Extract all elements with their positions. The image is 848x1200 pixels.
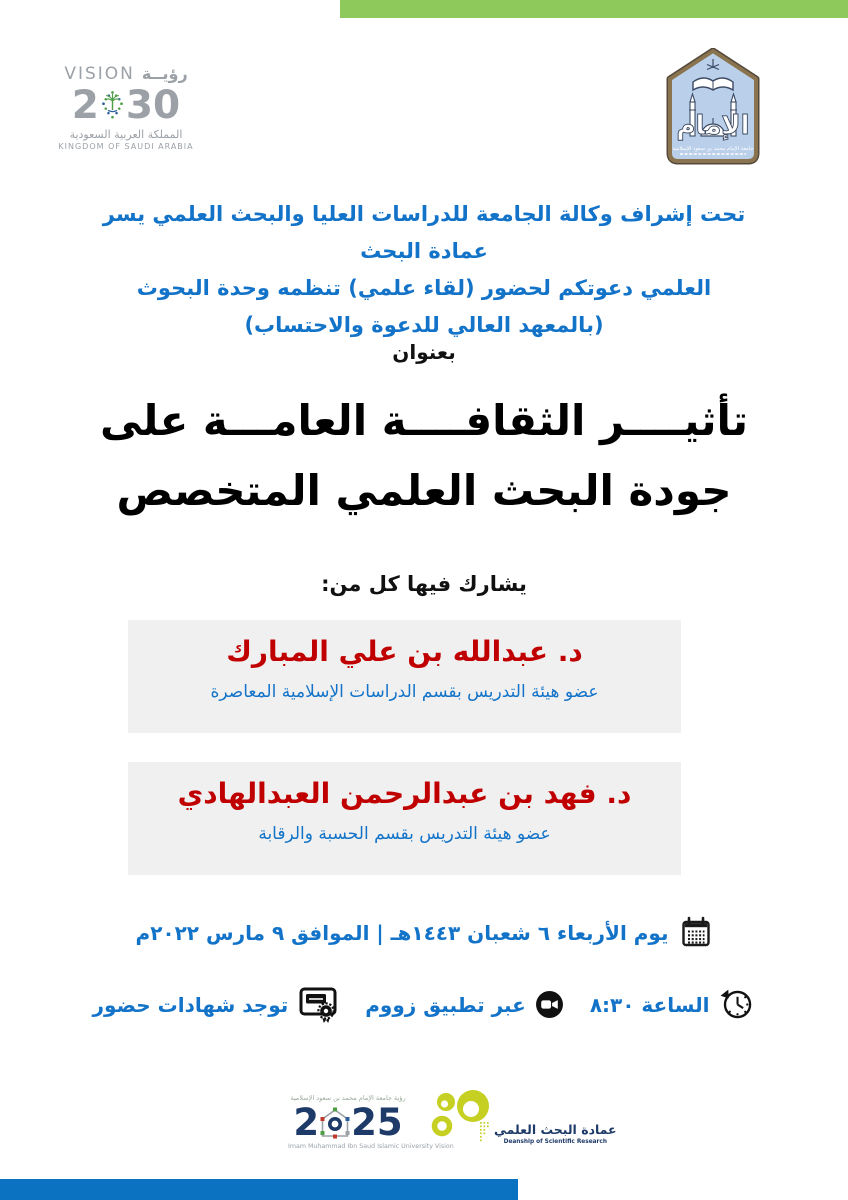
top-accent-bar: [340, 0, 848, 18]
vision-2030-country-en: KINGDOM OF SAUDI ARABIA: [58, 142, 194, 151]
certificates-item: [93, 984, 340, 1025]
dsr-name-ar: عمادة البحث العلمي: [494, 1122, 617, 1137]
intro-paragraph: [94, 196, 754, 344]
speaker-role: عضو هيئة التدريس بقسم الحسبة والرقابة: [258, 824, 551, 844]
vision-2025-emblem-icon: [320, 1107, 350, 1139]
speaker-card: [128, 762, 681, 875]
event-title: [0, 386, 848, 526]
event-title-line-1: تأثيــــر الثقافــــة العامـــة على: [99, 396, 749, 445]
vision-2030-country-ar: المملكة العربية السعودية: [69, 128, 183, 141]
certificates-note: توجد شهادات حضور: [92, 992, 289, 1017]
vision-2030-year-prefix: 2: [71, 83, 99, 128]
university-vision-2025-logo: [288, 1094, 454, 1150]
vision-2030-logo: [52, 64, 200, 151]
dsr-name-en: Deanship of Scientific Research: [503, 1139, 607, 1145]
participants-heading: يشارك فيها كل من:: [321, 572, 527, 596]
clock-history-icon: [718, 986, 755, 1023]
certificate-seal-icon: [297, 984, 339, 1025]
speaker-role: عضو هيئة التدريس بقسم الدراسات الإسلامية المعاصرة: [210, 682, 599, 702]
imam-university-logo: [662, 48, 764, 170]
calendar-icon: [680, 916, 712, 949]
event-time: الساعة ٨:٣٠: [589, 992, 710, 1017]
vision-2030-word-ar: رؤيــة: [141, 64, 188, 83]
deanship-scientific-research-logo: [430, 1088, 617, 1146]
intro-line-3: (بالمعهد العالي للدعوة والاحتساب): [244, 313, 604, 337]
dsr-text-block: [494, 1122, 617, 1145]
vision-2025-year-prefix: 2: [293, 1101, 320, 1144]
dsr-mark-icon: [430, 1088, 492, 1146]
event-platform: عبر تطبيق زووم: [365, 992, 526, 1017]
vision-2025-year-suffix: 25: [351, 1101, 403, 1144]
video-camera-icon: [535, 990, 564, 1019]
bottom-accent-bar: [0, 1179, 518, 1200]
titled-label: بعنوان: [392, 340, 456, 364]
time-item: [590, 986, 756, 1023]
intro-line-2: العلمي دعوتكم لحضور (لقاء علمي) تنظمه وحدة البحوث: [136, 276, 712, 300]
speaker-card: [128, 620, 681, 733]
speaker-name: د. عبدالله بن علي المبارك: [226, 635, 583, 668]
event-title-line-2: جودة البحث العلمي المتخصص: [116, 466, 732, 515]
vision-2025-top-text: رؤية جامعة الإمام محمد بن سعود الإسلامية: [290, 1094, 406, 1102]
university-calligraphy: الإمام: [676, 111, 750, 141]
vision-2030-wordmark: [52, 64, 200, 84]
platform-item: [365, 990, 564, 1019]
event-info-row: [0, 984, 848, 1025]
vision-2030-word-en: VISION: [64, 64, 135, 84]
intro-line-1: تحت إشراف وكالة الجامعة للدراسات العليا والبحث العلمي يسر عمادة البحث: [102, 202, 746, 263]
event-date: يوم الأربعاء ٦ شعبان ١٤٤٣هـ | الموافق ٩ مارس ٢٠٢٢م: [135, 920, 669, 945]
vision-2030-year: [52, 83, 200, 128]
date-row: [0, 916, 848, 949]
imam-university-emblem-icon: [662, 48, 764, 166]
vision-2025-bottom-text: Imam Muhammad Ibn Saud Islamic University Vision: [288, 1143, 454, 1150]
speaker-name: د. فهد بن عبدالرحمن العبدالهادي: [177, 777, 632, 810]
vision-2030-year-suffix: 30: [125, 83, 181, 128]
university-band-text: جامعة الإمام محمد بن سعود الإسلامية: [672, 146, 754, 152]
saudi-palm-emblem-icon: [99, 90, 126, 121]
vision-2025-year: [288, 1101, 408, 1144]
